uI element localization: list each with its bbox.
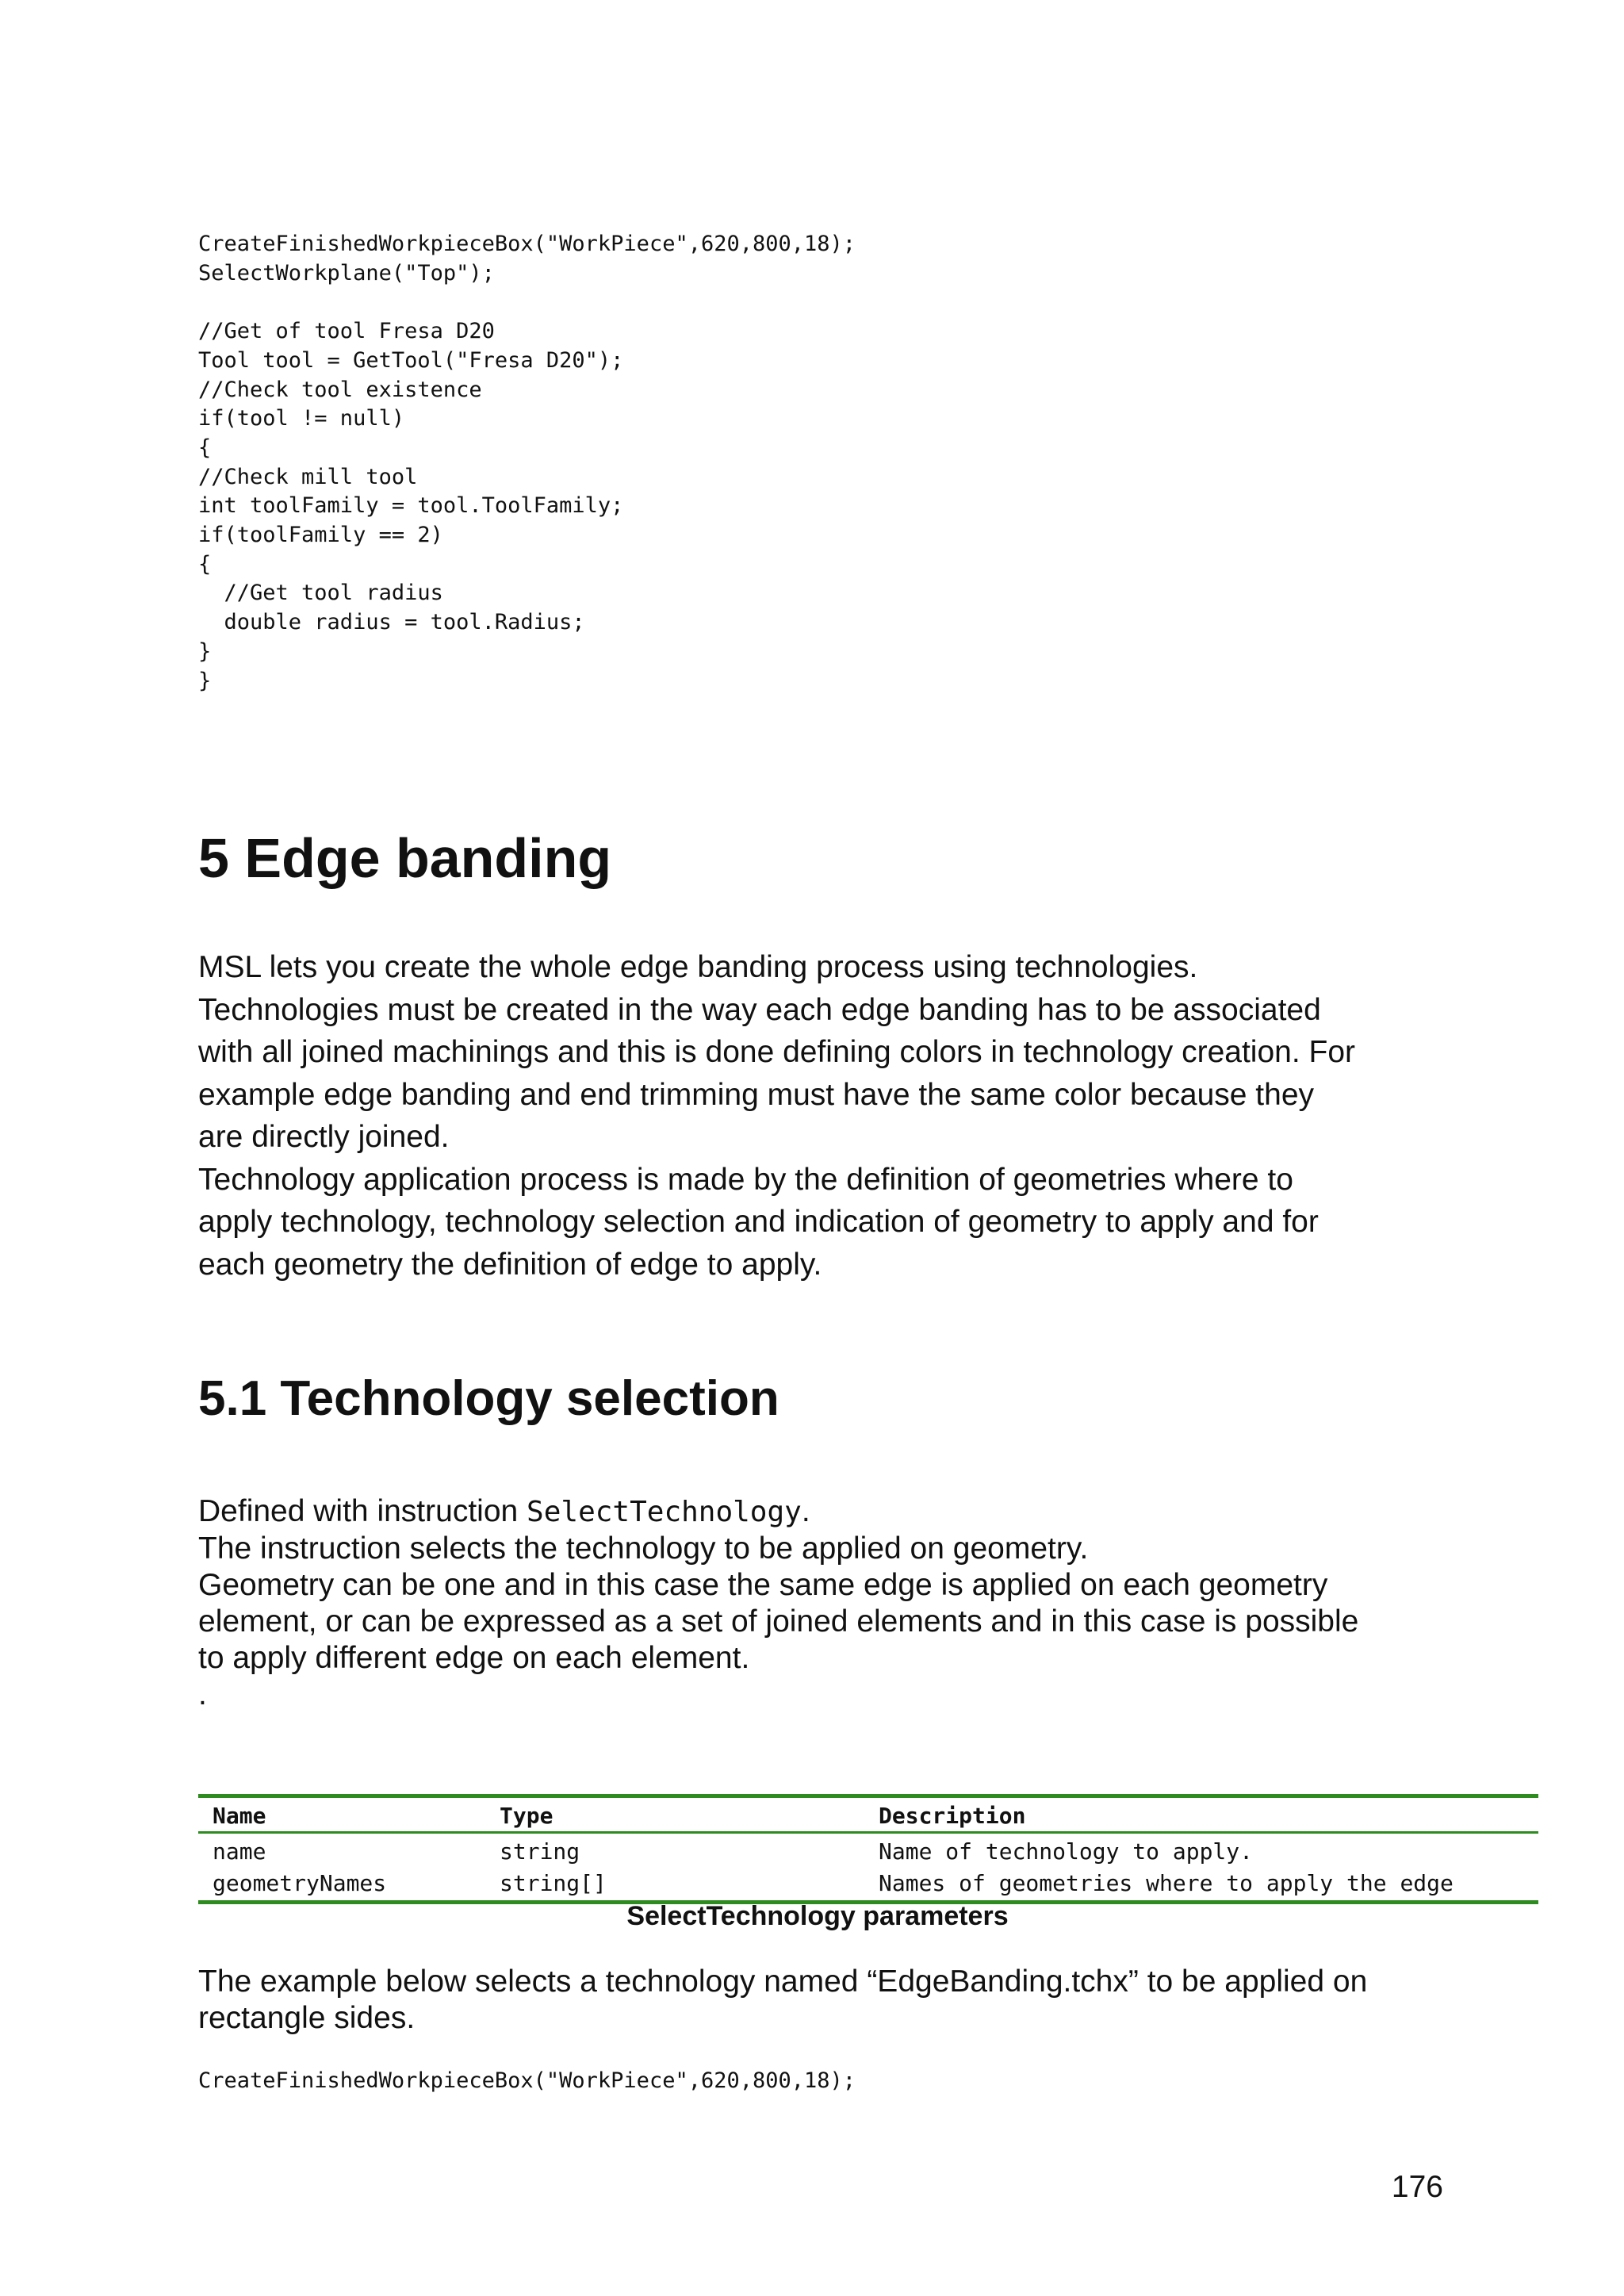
code-line: int toolFamily = tool.ToolFamily; bbox=[198, 493, 624, 519]
paragraph-line: MSL lets you create the whole edge banding process using technologies. bbox=[198, 950, 1198, 984]
paragraph-line: . bbox=[198, 1677, 207, 1711]
code-line: //Check tool existence bbox=[198, 377, 482, 402]
paragraph-line: to apply different edge on each element. bbox=[198, 1641, 750, 1675]
table-header-row bbox=[198, 1796, 1538, 1833]
code-line: Tool tool = GetTool("Fresa D20"); bbox=[198, 347, 624, 373]
table-row bbox=[198, 1833, 1538, 1866]
paragraph-line: apply technology, technology selection and indication of geometry to apply and for bbox=[198, 1205, 1319, 1239]
cell-type: string bbox=[500, 1838, 580, 1865]
code-line: SelectWorkplane("Top"); bbox=[198, 260, 495, 286]
inline-code-select-technology: SelectTechnology bbox=[527, 1496, 802, 1528]
cell-type: string[] bbox=[485, 1865, 864, 1903]
paragraph-line: each geometry the definition of edge to apply. bbox=[198, 1247, 822, 1282]
code-line: //Get tool radius bbox=[198, 581, 443, 606]
paragraph-line: element, or can be expressed as a set of joined elements and in this case is possible bbox=[198, 1604, 1359, 1639]
code-line: double radius = tool.Radius; bbox=[198, 610, 585, 635]
paragraph-line: rectangle sides. bbox=[198, 2001, 416, 2035]
code-line: CreateFinishedWorkpieceBox("WorkPiece",620,800,18); bbox=[198, 2068, 856, 2093]
defined-prefix: Defined with instruction bbox=[198, 1494, 527, 1528]
code-line: CreateFinishedWorkpieceBox("WorkPiece",620,800,18); bbox=[198, 232, 856, 256]
cell-description: Names of geometries where to apply the edge bbox=[864, 1865, 1538, 1903]
paragraph-line: example edge banding and end trimming must have the same color because they bbox=[198, 1077, 1315, 1112]
paragraph-line: Technology application process is made by the definition of geometries where to bbox=[198, 1162, 1293, 1197]
subsection-heading: 5.1 Technology selection bbox=[198, 1371, 779, 1426]
code-line: { bbox=[198, 551, 212, 577]
code-line: if(toolFamily == 2) bbox=[198, 523, 443, 548]
code-line: } bbox=[198, 638, 212, 664]
table-caption: SelectTechnology parameters bbox=[626, 1901, 1009, 1931]
example-paragraph bbox=[198, 1964, 1367, 2037]
code-block-top bbox=[198, 230, 856, 696]
column-header-name: Name bbox=[198, 1796, 485, 1833]
paragraph-line: The example below selects a technology named “EdgeBanding.tchx” to be applied on bbox=[198, 1964, 1368, 1999]
defined-suffix: . bbox=[801, 1494, 810, 1528]
paragraph-line: The instruction selects the technology to be applied on geometry. bbox=[198, 1531, 1089, 1566]
column-header-type: Type bbox=[485, 1796, 864, 1833]
cell-name: geometryNames bbox=[198, 1865, 485, 1903]
subsection-paragraph bbox=[198, 1493, 1358, 1713]
paragraph-line: Geometry can be one and in this case the same edge is applied on each geometry bbox=[198, 1568, 1328, 1602]
code-line: { bbox=[198, 435, 212, 460]
section-heading: 5 Edge banding bbox=[198, 827, 612, 889]
code-line: //Check mill tool bbox=[198, 464, 418, 489]
code-block-bottom bbox=[198, 2067, 856, 2096]
cell-description: Name of technology to apply. bbox=[879, 1838, 1254, 1865]
section-intro-paragraph bbox=[198, 946, 1355, 1286]
column-header-description: Description bbox=[864, 1796, 1538, 1833]
code-line: } bbox=[198, 668, 212, 693]
paragraph-line: are directly joined. bbox=[198, 1120, 450, 1154]
defined-with-line bbox=[198, 1493, 1358, 1531]
paragraph-line: with all joined machinings and this is done defining colors in technology creation. For bbox=[198, 1035, 1355, 1069]
code-line: //Get of tool Fresa D20 bbox=[198, 319, 495, 344]
cell-name: name bbox=[213, 1838, 266, 1865]
code-line: if(tool != null) bbox=[198, 406, 405, 431]
page-number: 176 bbox=[1391, 2170, 1443, 2204]
parameters-table bbox=[198, 1794, 1538, 1904]
table-row bbox=[198, 1865, 1538, 1903]
paragraph-line: Technologies must be created in the way each edge banding has to be associated bbox=[198, 992, 1321, 1027]
